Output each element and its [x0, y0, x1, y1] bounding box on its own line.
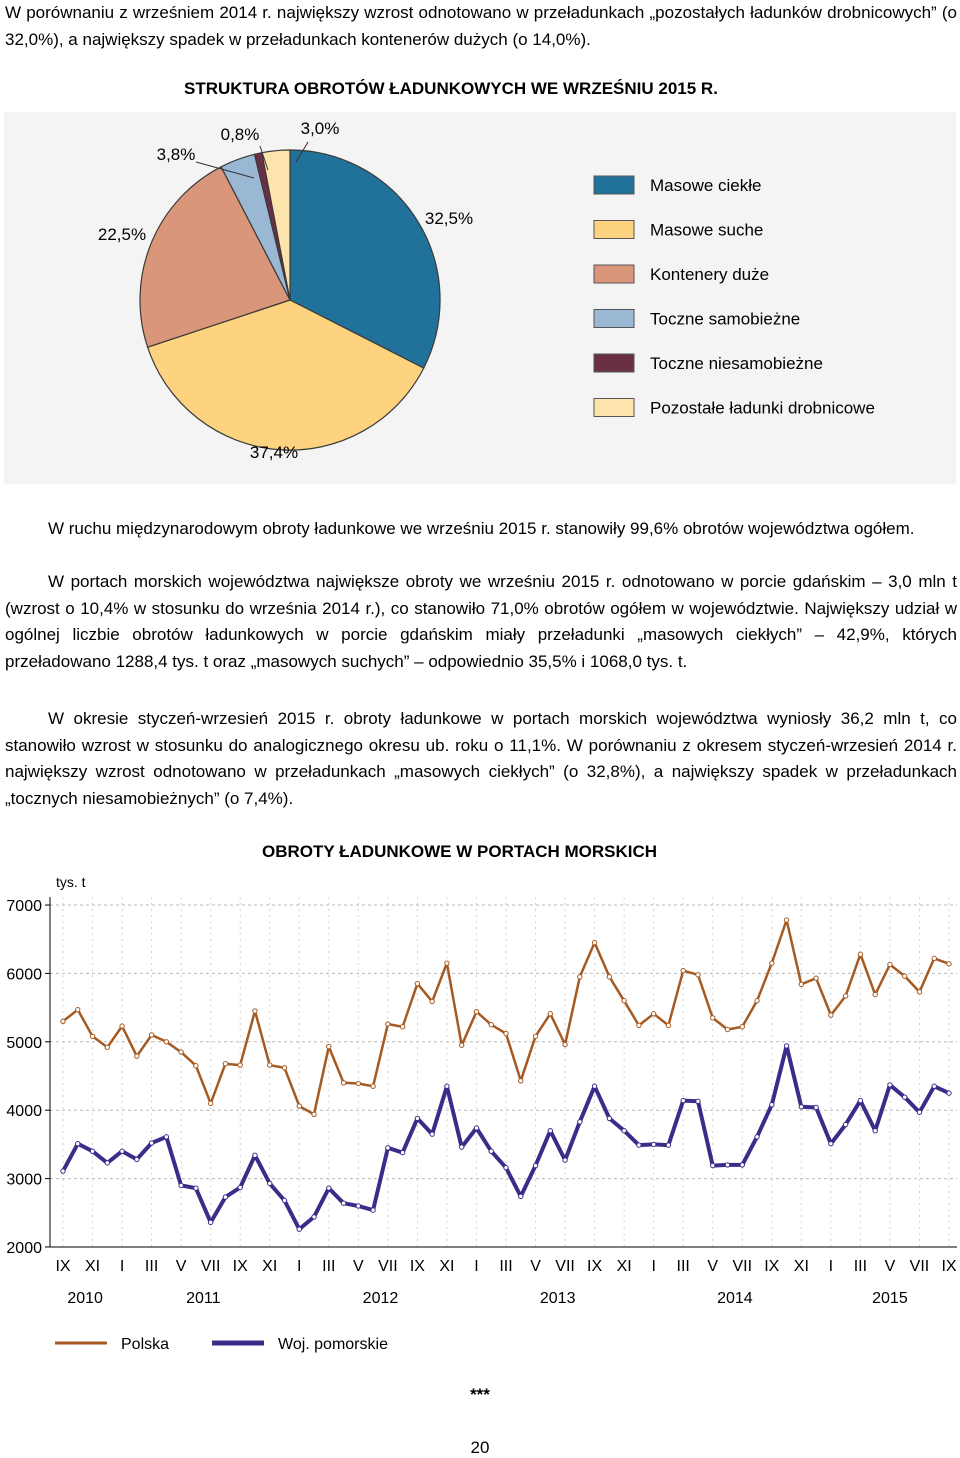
legend-label-polska: Polska — [121, 1336, 170, 1353]
data-point-polska — [770, 961, 774, 965]
pie-label-kontenery-duze: 22,5% — [97, 225, 147, 244]
data-point-polska — [784, 918, 788, 922]
page-number: 20 — [470, 1438, 490, 1457]
x-month-label: III — [499, 1258, 513, 1275]
x-month-label: XI — [262, 1258, 278, 1275]
data-point-woj-pomorskie — [829, 1142, 833, 1146]
x-month-label: VII — [732, 1258, 753, 1275]
x-month-label: I — [474, 1258, 479, 1275]
x-month-label: I — [651, 1258, 656, 1275]
data-point-polska — [711, 1016, 715, 1020]
legend-label-toczne-samobiezne: Toczne samobieżne — [650, 309, 801, 329]
data-point-woj-pomorskie — [548, 1129, 552, 1133]
data-point-polska — [474, 1010, 478, 1014]
x-month-label: IX — [587, 1258, 603, 1275]
pie-chart — [4, 112, 956, 484]
data-point-polska — [90, 1034, 94, 1038]
data-point-woj-pomorskie — [179, 1183, 183, 1187]
data-point-polska — [873, 992, 877, 996]
paragraph-international: W ruchu międzynarodowym obroty ładunkowe we wrześniu 2015 r. stanowiły 99,6% obrotów województwa ogółem. — [48, 519, 915, 538]
data-point-woj-pomorskie — [223, 1195, 227, 1199]
data-point-woj-pomorskie — [400, 1150, 404, 1154]
data-point-woj-pomorskie — [799, 1105, 803, 1109]
x-month-label: XI — [84, 1258, 101, 1275]
x-year-label: 2012 — [362, 1290, 399, 1307]
data-point-polska — [371, 1084, 375, 1088]
data-point-woj-pomorskie — [622, 1129, 626, 1133]
data-point-woj-pomorskie — [386, 1146, 390, 1150]
data-point-woj-pomorskie — [888, 1083, 892, 1087]
y-tick-label: 2000 — [6, 1240, 42, 1257]
data-point-polska — [548, 1012, 552, 1016]
data-point-polska — [829, 1013, 833, 1017]
data-point-woj-pomorskie — [725, 1163, 729, 1167]
y-tick-label: 3000 — [6, 1171, 42, 1189]
legend-label-kontenery-duze: Kontenery duże — [650, 265, 770, 284]
data-point-woj-pomorskie — [238, 1185, 242, 1189]
data-point-woj-pomorskie — [297, 1227, 301, 1231]
data-point-polska — [504, 1031, 508, 1035]
data-point-woj-pomorskie — [105, 1161, 109, 1165]
data-point-woj-pomorskie — [755, 1135, 759, 1139]
x-month-label: V — [884, 1258, 896, 1275]
x-month-label: IX — [232, 1258, 248, 1275]
data-point-polska — [637, 1023, 641, 1027]
data-point-woj-pomorskie — [253, 1153, 257, 1157]
x-month-label: V — [707, 1258, 719, 1275]
data-point-polska — [312, 1112, 316, 1116]
data-point-woj-pomorskie — [120, 1149, 124, 1153]
data-point-polska — [696, 973, 700, 977]
data-point-woj-pomorskie — [474, 1126, 478, 1130]
data-point-polska — [740, 1025, 744, 1029]
legend-swatch-pozostale-ladunki-drobnicowe — [594, 399, 634, 417]
x-month-label: I — [297, 1258, 302, 1275]
data-point-woj-pomorskie — [784, 1044, 788, 1048]
data-point-woj-pomorskie — [164, 1135, 168, 1139]
data-point-polska — [297, 1104, 301, 1108]
x-month-label: XI — [793, 1258, 809, 1275]
data-point-polska — [76, 1007, 80, 1011]
data-point-woj-pomorskie — [681, 1098, 685, 1102]
data-point-polska — [814, 976, 818, 980]
legend-label-toczne-niesamobiezne: Toczne niesamobieżne — [650, 354, 823, 373]
y-tick-label: 4000 — [6, 1103, 42, 1121]
data-point-polska — [460, 1043, 464, 1047]
data-point-polska — [563, 1042, 567, 1046]
data-point-polska — [253, 1009, 257, 1013]
data-point-woj-pomorskie — [563, 1158, 567, 1162]
pie-label-masowe-suche: 37,4% — [249, 443, 299, 462]
data-point-polska — [356, 1081, 360, 1085]
data-point-woj-pomorskie — [208, 1220, 212, 1224]
paragraph-ports: W portach morskich województwa największe obroty we wrześniu 2015 r. odnotowano w porcie gdańskim – 3,0 mln t (wzrost o 10,4% w stosunku do września 2014 r.), co stanowiło 71,0% obrotów ogółem w województwie. Największy udział w ogólnej liczbie obrotów ładunkowych w porcie gdańskim miały przeładunki „masowych ciekłych” – 42,9%, których przeładowano 1288,4 tys. t oraz „masowych suchych” – odpowiednio 35,5% i 1068,0 tys. t. — [5, 572, 957, 671]
data-point-woj-pomorskie — [356, 1204, 360, 1208]
data-point-woj-pomorskie — [873, 1129, 877, 1133]
intro-paragraph: W porównaniu z wrześniem 2014 r. największy wzrost odnotowano w przeładunkach „pozostałych ładunków drobnicowych” (o 32,0%), a największy spadek w przeładunkach kontenerów dużych (o 14,0%). — [5, 3, 957, 49]
data-point-woj-pomorskie — [415, 1116, 419, 1120]
data-point-woj-pomorskie — [533, 1163, 537, 1167]
data-point-polska — [858, 952, 862, 956]
data-point-polska — [607, 975, 611, 979]
data-point-woj-pomorskie — [194, 1186, 198, 1190]
data-point-polska — [666, 1023, 670, 1027]
data-point-woj-pomorskie — [149, 1141, 153, 1145]
x-month-label: XI — [616, 1258, 632, 1275]
data-point-woj-pomorskie — [696, 1099, 700, 1103]
x-month-label: III — [322, 1258, 336, 1275]
pie-label-toczne-samobiezne: 3,8% — [156, 145, 196, 164]
data-point-woj-pomorskie — [61, 1169, 65, 1173]
pie-slices — [140, 150, 440, 450]
data-point-polska — [843, 994, 847, 998]
x-month-label: IX — [941, 1258, 957, 1275]
line-chart — [0, 865, 960, 1385]
x-month-label: I — [119, 1258, 125, 1275]
data-point-polska — [592, 940, 596, 944]
data-point-polska — [755, 999, 759, 1003]
data-point-polska — [400, 1025, 404, 1029]
data-point-woj-pomorskie — [327, 1186, 331, 1190]
data-point-woj-pomorskie — [76, 1142, 80, 1146]
data-point-woj-pomorskie — [445, 1084, 449, 1088]
x-month-label: III — [853, 1258, 868, 1275]
data-point-woj-pomorskie — [932, 1084, 936, 1088]
data-point-woj-pomorskie — [651, 1142, 655, 1146]
x-month-label: VII — [378, 1258, 398, 1275]
x-year-label: 2011 — [186, 1290, 221, 1307]
x-month-label: IX — [409, 1258, 425, 1275]
x-month-label: V — [175, 1258, 187, 1275]
y-tick-label: 5000 — [6, 1034, 42, 1052]
data-point-polska — [489, 1023, 493, 1027]
data-point-woj-pomorskie — [770, 1103, 774, 1107]
data-point-polska — [135, 1054, 139, 1058]
pie-label-pozostale-ladunki-drobnicowe: 3,0% — [300, 119, 340, 138]
x-month-label: III — [676, 1258, 690, 1275]
x-year-label: 2013 — [539, 1290, 576, 1307]
x-month-label: VII — [909, 1258, 930, 1275]
data-point-polska — [947, 962, 951, 966]
legend-swatch-masowe-suche — [594, 221, 634, 239]
data-point-polska — [282, 1066, 286, 1070]
data-point-woj-pomorskie — [607, 1116, 611, 1120]
data-point-polska — [888, 962, 892, 966]
data-point-woj-pomorskie — [460, 1145, 464, 1149]
line-chart-grid — [50, 897, 957, 1247]
data-point-polska — [149, 1033, 153, 1037]
data-point-polska — [268, 1063, 272, 1067]
legend-swatch-toczne-samobiezne — [594, 310, 634, 328]
data-point-polska — [238, 1063, 242, 1067]
data-point-polska — [223, 1061, 227, 1065]
x-month-label: V — [352, 1258, 364, 1275]
x-year-label: 2014 — [717, 1290, 753, 1307]
x-month-label: I — [828, 1258, 834, 1275]
data-point-woj-pomorskie — [504, 1165, 508, 1169]
data-point-woj-pomorskie — [371, 1208, 375, 1212]
legend-label-woj-pomorskie: Woj. pomorskie — [278, 1336, 388, 1353]
data-point-polska — [179, 1050, 183, 1054]
data-point-woj-pomorskie — [489, 1149, 493, 1153]
legend-swatch-masowe-ciekle — [594, 176, 634, 194]
legend-swatch-kontenery-duze — [594, 265, 634, 283]
data-point-polska — [341, 1081, 345, 1085]
paragraph-period: W okresie styczeń-wrzesień 2015 r. obroty ładunkowe w portach morskich województwa wyniosły 36,2 mln t, co stanowiło wzrost w stosunku do analogicznego okresu ub. roku o 11,1%. W porównaniu z okresem styczeń-wrzesień 2014 r. największy wzrost odnotowano w przeładunkach „masowych ciekłych” (o 32,8%), a największy spadek w przeładunkach „tocznych niesamobieżnych” (o 7,4%). — [5, 709, 957, 808]
data-point-polska — [194, 1064, 198, 1068]
data-point-woj-pomorskie — [282, 1198, 286, 1202]
data-point-polska — [164, 1040, 168, 1044]
data-point-woj-pomorskie — [592, 1084, 596, 1088]
data-point-polska — [386, 1022, 390, 1026]
data-point-woj-pomorskie — [135, 1157, 139, 1161]
x-month-label: VII — [200, 1258, 221, 1275]
data-point-woj-pomorskie — [858, 1098, 862, 1102]
data-point-woj-pomorskie — [740, 1163, 744, 1167]
data-point-polska — [105, 1045, 109, 1049]
data-point-polska — [651, 1012, 655, 1016]
x-month-label: V — [530, 1258, 541, 1275]
x-month-label: IX — [764, 1258, 780, 1275]
data-point-woj-pomorskie — [578, 1120, 582, 1124]
data-point-polska — [681, 968, 685, 972]
data-point-woj-pomorskie — [268, 1181, 272, 1185]
x-month-label: IX — [55, 1258, 71, 1275]
data-point-polska — [533, 1034, 537, 1038]
data-point-polska — [430, 999, 434, 1003]
data-point-woj-pomorskie — [341, 1201, 345, 1205]
data-point-polska — [327, 1044, 331, 1048]
line-chart-legend — [55, 1336, 388, 1353]
data-point-polska — [61, 1019, 65, 1023]
y-tick-label: 7000 — [6, 898, 42, 915]
data-point-polska — [445, 961, 449, 965]
data-point-woj-pomorskie — [90, 1149, 94, 1153]
data-point-polska — [917, 990, 921, 994]
data-point-woj-pomorskie — [430, 1132, 434, 1136]
x-month-label: XI — [439, 1258, 455, 1275]
data-point-woj-pomorskie — [666, 1143, 670, 1147]
legend-label-masowe-suche: Masowe suche — [650, 220, 764, 240]
legend-label-pozostale-ladunki-drobnicowe: Pozostałe ładunki drobnicowe — [650, 398, 875, 418]
data-point-woj-pomorskie — [947, 1091, 951, 1095]
data-point-woj-pomorskie — [814, 1105, 818, 1109]
data-point-woj-pomorskie — [519, 1194, 523, 1198]
data-point-woj-pomorskie — [711, 1163, 715, 1167]
data-point-woj-pomorskie — [637, 1143, 641, 1147]
data-point-polska — [903, 974, 907, 978]
x-month-label: VII — [555, 1258, 575, 1275]
data-point-woj-pomorskie — [903, 1095, 907, 1099]
data-point-polska — [415, 981, 419, 985]
x-year-label: 2015 — [872, 1290, 908, 1307]
y-tick-label: 6000 — [6, 966, 42, 984]
data-point-polska — [932, 956, 936, 960]
data-point-polska — [519, 1079, 523, 1083]
data-point-polska — [578, 975, 582, 979]
legend-swatch-toczne-niesamobiezne — [594, 354, 634, 372]
data-point-polska — [799, 982, 803, 986]
data-point-polska — [120, 1024, 124, 1028]
pie-label-toczne-niesamobiezne: 0,8% — [220, 125, 260, 144]
data-point-woj-pomorskie — [917, 1110, 921, 1114]
line-chart-title: OBROTY ŁADUNKOWE W PORTACH MORSKICH — [262, 842, 658, 861]
data-point-woj-pomorskie — [843, 1122, 847, 1126]
pie-label-masowe-ciekle: 32,5% — [424, 209, 474, 228]
legend-label-masowe-ciekle: Masowe ciekłe — [650, 176, 762, 195]
pie-chart-title: STRUKTURA OBROTÓW ŁADUNKOWYCH WE WRZEŚNIU 2015 R. — [184, 79, 718, 98]
section-separator: *** — [470, 1385, 490, 1404]
data-point-woj-pomorskie — [312, 1215, 316, 1219]
y-axis-unit-label: tys. t — [56, 874, 86, 890]
x-year-label: 2010 — [67, 1290, 103, 1307]
data-point-polska — [622, 999, 626, 1003]
x-month-label: III — [144, 1258, 159, 1275]
data-point-polska — [208, 1101, 212, 1105]
data-point-polska — [725, 1027, 729, 1031]
